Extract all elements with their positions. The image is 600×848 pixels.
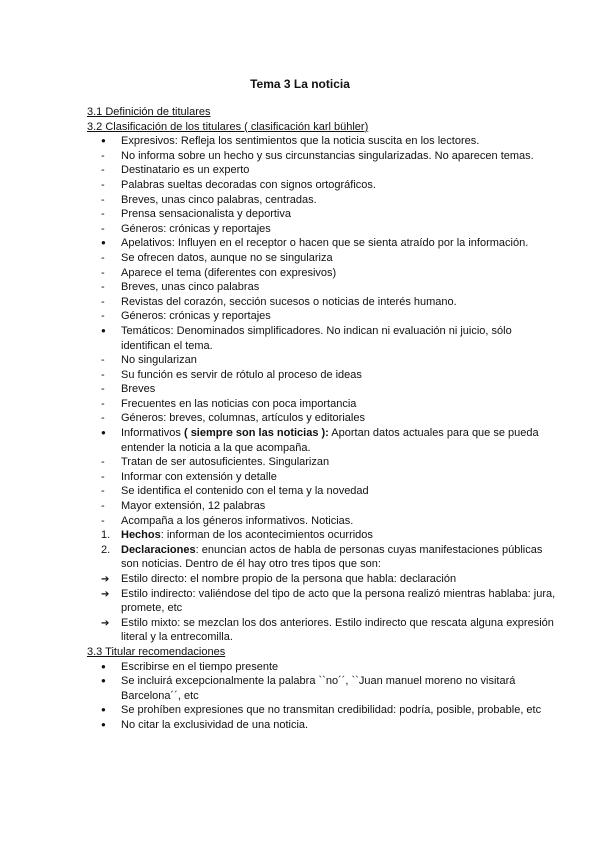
dash-marker xyxy=(101,149,119,164)
list-item: - Palabras sueltas decoradas con signos ortográficos. xyxy=(87,178,557,193)
dash-marker xyxy=(101,178,119,193)
list-item: - Se ofrecen datos, aunque no se singulariza xyxy=(87,251,557,266)
dash-marker xyxy=(101,309,119,324)
page-title: Tema 3 La noticia xyxy=(250,77,350,91)
bullet-icon xyxy=(101,718,119,734)
dash-marker xyxy=(101,251,119,266)
list-item: ● Expresivos: Refleja los sentimientos que la noticia suscita en los lectores. xyxy=(87,134,557,149)
section-list xyxy=(87,660,557,733)
bullet-icon xyxy=(101,703,119,719)
list-item: 1. Hechos: informan de los acontecimientos ocurridos xyxy=(101,529,373,542)
list-item: - Géneros: crónicas y reportajes xyxy=(87,309,557,324)
list-item: ➔ Estilo mixto: se mezclan los dos anteriores. Estilo indirecto que rescata alguna expresión literal y la entrecomilla. xyxy=(87,616,557,645)
list-item: - No singularizan xyxy=(87,353,557,368)
list-item: ➔ Estilo directo: el nombre propio de la persona que habla: declaración xyxy=(87,572,557,587)
list-item: - Frecuentes en las noticias con poca importancia xyxy=(87,397,557,412)
arrow-icon xyxy=(101,572,119,588)
list-item: - Breves xyxy=(87,382,557,397)
dash-marker xyxy=(101,353,119,368)
dash-marker xyxy=(101,470,119,485)
dash-marker xyxy=(101,484,119,499)
list-item: - Acompaña a los géneros informativos. Noticias. xyxy=(87,514,557,529)
list-item: ● Informativos ( siempre son las noticias ): Aportan datos actuales para que se pueda entender la noticia a la que acompaña. xyxy=(87,426,557,455)
dash-marker xyxy=(101,295,119,310)
arrow-icon xyxy=(101,587,119,603)
emphasis-text: ( siempre son las noticias ): xyxy=(183,427,329,440)
dash-marker xyxy=(101,163,119,178)
list-item: - Revistas del corazón, sección sucesos o noticias de interés humano. xyxy=(87,295,557,310)
dash-marker xyxy=(101,499,119,514)
dash-marker xyxy=(101,411,119,426)
list-item: ➔ Estilo indirecto: valiéndose del tipo de acto que la persona realizó mientras hablaba: jura, promete, etc xyxy=(87,587,557,616)
list-item: - Aparece el tema (diferentes con expresivos) xyxy=(87,266,557,281)
dash-marker xyxy=(101,382,119,397)
list-item: 2. Declaraciones: enuncian actos de habla de personas cuyas manifestaciones públicas son noticias. Dentro de él hay otro tres tipos que son: xyxy=(101,543,543,571)
list-item: ● Se prohíben expresiones que no transmitan credibilidad: podría, posible, probable, etc xyxy=(87,703,557,718)
list-item: - Breves, unas cinco palabras, centradas. xyxy=(87,193,557,208)
dash-marker xyxy=(101,207,119,222)
list-item: - Informar con extensión y detalle xyxy=(87,470,557,485)
bullet-icon xyxy=(101,236,119,252)
arrow-icon xyxy=(101,616,119,632)
dash-marker xyxy=(101,280,119,295)
list-item: ● Escribirse en el tiempo presente xyxy=(87,660,557,675)
dash-marker xyxy=(101,397,119,412)
list-item: - Prensa sensacionalista y deportiva xyxy=(87,207,557,222)
list-item: - No informa sobre un hecho y sus circunstancias singularizadas. No aparecen temas. xyxy=(87,149,557,164)
list-item: - Géneros: breves, columnas, artículos y editoriales xyxy=(87,411,557,426)
section-heading: 3.3 Titular recomendaciones xyxy=(87,645,226,658)
list-number: 1. xyxy=(101,529,111,542)
emphasis-text: Declaraciones xyxy=(121,543,196,556)
list-item: - Destinatario es un experto xyxy=(87,163,557,178)
dash-marker xyxy=(101,514,119,529)
bullet-icon xyxy=(101,674,119,690)
bullet-icon xyxy=(101,660,119,676)
dash-marker xyxy=(101,455,119,470)
dash-marker xyxy=(101,193,119,208)
bullet-icon xyxy=(101,134,119,150)
list-item: ● Se incluirá excepcionalmente la palabra ``no´´, ``Juan manuel moreno no visitará Barcelona´´, etc xyxy=(87,674,557,703)
bullet-icon xyxy=(101,324,119,340)
dash-marker xyxy=(101,368,119,383)
section-list xyxy=(87,134,557,645)
emphasis-text: Hechos xyxy=(121,529,161,542)
bullet-icon xyxy=(101,426,119,442)
list-item: - Se identifica el contenido con el tema y la novedad xyxy=(87,484,557,499)
list-item: - Breves, unas cinco palabras xyxy=(87,280,557,295)
section-heading: 3.2 Clasificación de los titulares ( clasificación karl bühler) xyxy=(87,120,369,133)
dash-marker xyxy=(101,266,119,281)
document-body xyxy=(87,105,557,733)
list-number: 2. xyxy=(101,543,111,556)
list-item: - Su función es servir de rótulo al proceso de ideas xyxy=(87,368,557,383)
list-item: - Mayor extensión, 12 palabras xyxy=(87,499,557,514)
dash-marker xyxy=(101,222,119,237)
section-heading: 3.1 Definición de titulares xyxy=(87,106,211,118)
list-item: - Géneros: crónicas y reportajes xyxy=(87,222,557,237)
list-item: ● No citar la exclusividad de una noticia. xyxy=(87,718,557,733)
list-item: ● Apelativos: Influyen en el receptor o hacen que se sienta atraído por la información. xyxy=(87,236,557,251)
list-item: - Tratan de ser autosuficientes. Singularizan xyxy=(87,455,557,470)
list-item: ● Temáticos: Denominados simplificadores. No indican ni evaluación ni juicio, sólo identifican el tema. xyxy=(87,324,557,353)
